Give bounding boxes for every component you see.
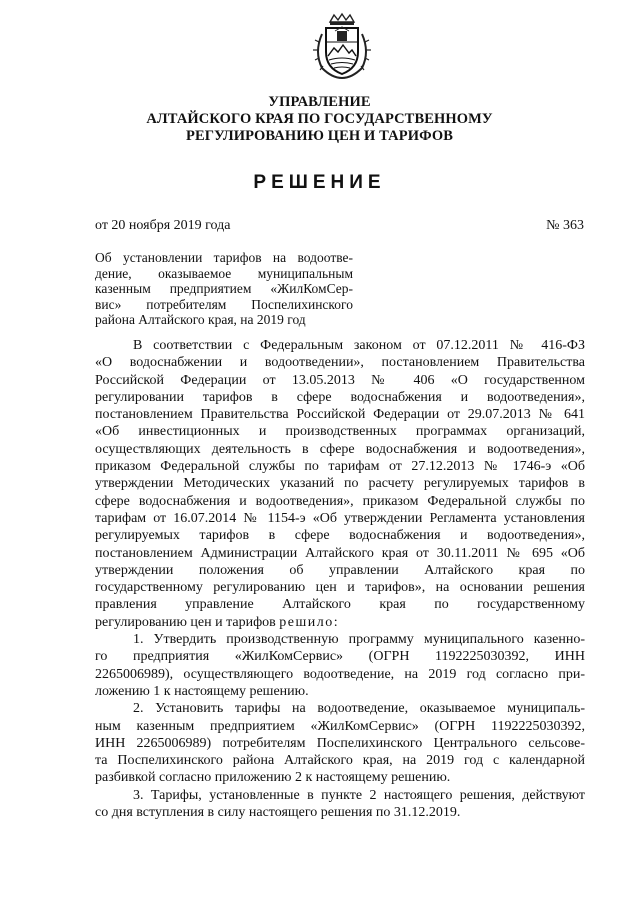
document-body — [95, 337, 585, 821]
preamble-line: приказом Федеральной службы по тарифам от 27.12.2013 № 1746-э «Об — [95, 459, 585, 475]
preamble-line: постановлением Правительства Российской Федерации от 29.07.2013 № 641 — [95, 407, 585, 423]
item-2-line: 2. Установить тарифы на водоотведение, оказываемое муниципаль- — [133, 701, 585, 717]
preamble-line: постановлением Администрации Алтайского края от 30.11.2011 № 695 «Об — [95, 545, 585, 561]
item-1-line: ложению 1 к настоящему решению. — [95, 683, 309, 699]
preamble-line: осуществляющих деятельность в сфере водоснабжения и водоотведения», — [95, 441, 585, 457]
subject-line: дение, оказываемое муниципальным — [95, 265, 353, 281]
item-2-line: ным казенным предприятием «ЖилКомСервис» (ОГРН 1192225030392, — [95, 718, 585, 734]
preamble-line: В соответствии с Федеральным законом от 07.12.2011 № 416-ФЗ — [133, 338, 585, 353]
preamble-line: сфере водоснабжения и водоотведения», приказом Федеральной службы по — [95, 493, 585, 509]
decided-word: решило — [279, 614, 334, 630]
document-title: РЕШЕНИЕ — [253, 172, 386, 193]
subject-line: района Алтайского края, на 2019 год — [95, 312, 306, 327]
preamble-line: регулируемых тарифов в сфере водоснабжения и водоотведения», — [95, 528, 585, 544]
preamble-end-text: регулированию цен и тарифов — [95, 614, 276, 630]
item-3-line: 3. Тарифы, установленные в пункте 2 настоящего решения, действуют — [133, 787, 585, 803]
item-1-line: го предприятия «ЖилКомСервис» (ОГРН 1192225030392, ИНН — [95, 649, 585, 665]
preamble-line: регулировании тарифов в сфере водоснабжения и водоотведения», — [95, 389, 585, 405]
item-1-line: 1. Утвердить производственную программу муниципального казенно- — [133, 632, 585, 648]
issuing-authority — [0, 94, 639, 145]
preamble-line: тарифам от 16.07.2014 № 1154-э «Об утверждении Регламента установления — [95, 510, 585, 526]
preamble-final-line: регулированию цен и тарифов решило: — [95, 614, 338, 630]
document-number: № 363 — [546, 218, 584, 233]
document-subject — [95, 250, 353, 328]
item-2-line: ИНН 2265006989) потребителям Поспелихинского Центрального сельсове- — [95, 735, 585, 751]
preamble-line: государственному регулированию цен и тарифов», на основании решения — [95, 580, 585, 596]
item-2-line: разбивкой согласно приложению 2 к настоящему решению. — [95, 770, 451, 786]
preamble-line: утверждении Методических указаний по расчету регулируемых тарифов в — [95, 476, 585, 492]
subject-line: казенным предприятием «ЖилКомСер- — [95, 281, 353, 296]
preamble-line: утверждении положения об управлении Алтайского края по — [95, 562, 585, 578]
subject-line: Об установлении тарифов на водоотве- — [95, 250, 353, 265]
preamble-line: «О водоснабжении и водоотведении», постановлением Правительства — [95, 355, 585, 371]
altai-krai-coat-of-arms-icon — [310, 12, 374, 82]
authority-line-2: АЛТАЙСКОГО КРАЯ ПО ГОСУДАРСТВЕННОМУ — [146, 111, 493, 127]
authority-line-3: РЕГУЛИРОВАНИЮ ЦЕН И ТАРИФОВ — [186, 128, 453, 144]
item-3-line: со дня вступления в силу настоящего решения по 31.12.2019. — [95, 805, 461, 821]
authority-line-1: УПРАВЛЕНИЕ — [268, 94, 371, 110]
preamble-line: правления управление Алтайского края по государственному — [95, 597, 585, 613]
item-2-line: та Поспелихинского района Алтайского края, на 2019 год с календарной — [95, 753, 585, 769]
preamble-line: «Об инвестиционных и производственных программах организаций, — [95, 424, 585, 440]
preamble-line: Российской Федерации от 13.05.2013 № 406 «О государственном — [95, 372, 585, 388]
item-1-line: 2265006989), осуществляющего водоотведение, на 2019 год согласно при- — [95, 666, 585, 682]
subject-line: вис» потребителям Поспелихинского — [95, 296, 353, 312]
document-date: от 20 ноября 2019 года — [95, 218, 231, 233]
